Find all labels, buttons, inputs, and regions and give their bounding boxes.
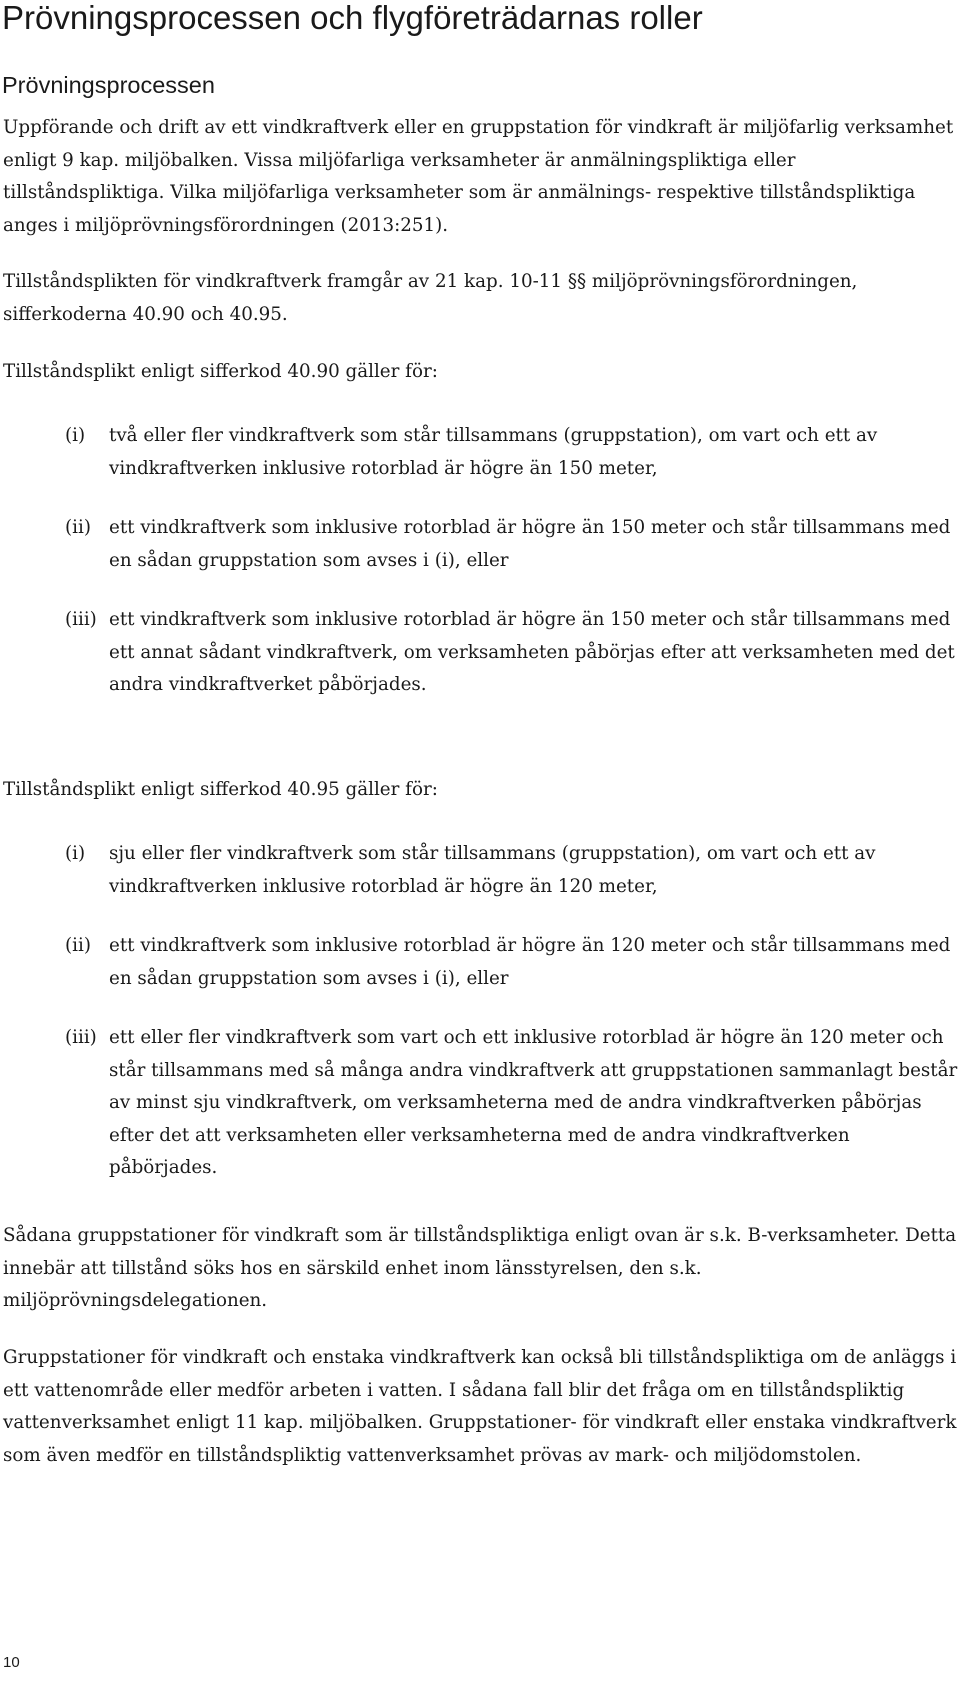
list-item-text: ett vindkraftverk som inklusive rotorblad är högre än 150 meter och står tillsammans med ett annat sådant vindkraftverk, om verksamheten påbörjas efter att verksamheten med det andra vindkraftverket påbörjades. (109, 609, 955, 695)
list-marker: (ii) (65, 935, 91, 956)
list-marker: (ii) (65, 517, 91, 538)
page-title: Prövningsprocessen och flygföreträdarnas roller (2, 0, 703, 36)
b-activities-paragraph: Sådana gruppstationer för vindkraft som är tillståndspliktiga enligt ovan är s.k. B-verksamheter. Detta innebär att tillstånd söks hos en särskild enhet inom länsstyrelsen, den s.k. miljöprövningsdelegationen. (3, 1225, 957, 1311)
list-item (65, 930, 958, 995)
list-item-text: ett vindkraftverk som inklusive rotorblad är högre än 120 meter och står tillsammans med en sådan gruppstation som avses i (i), eller (109, 935, 951, 989)
list-marker: (i) (65, 425, 86, 446)
permit-duty-paragraph: Tillståndsplikten för vindkraftverk framgår av 21 kap. 10-11 §§ miljöprövningsförordningen, sifferkoderna 40.90 och 40.95. (3, 271, 858, 325)
list-marker: (iii) (65, 1027, 97, 1048)
code-4095-heading: Tillståndsplikt enligt sifferkod 40.95 gäller för: (3, 779, 438, 800)
code-4090-list (65, 420, 958, 729)
list-item (65, 838, 958, 903)
code-4095-list (65, 838, 958, 1212)
list-item-text: två eller fler vindkraftverk som står tillsammans (gruppstation), om vart och ett av vindkraftverken inklusive rotorblad är högre än 150 meter, (109, 425, 878, 479)
list-item-text: ett eller fler vindkraftverk som vart och ett inklusive rotorblad är högre än 120 meter och står tillsammans med så många andra vindkraftverk att gruppstationen sammanlagt består av minst sju vindkraftverk, om verksamheterna med de andra vindkraftverken påbörjas efter det att verksamheten eller verksamheterna med de andra vindkraftverken påbörjades. (109, 1027, 958, 1178)
list-item (65, 1022, 958, 1185)
list-marker: (i) (65, 843, 86, 864)
section-heading: Prövningsprocessen (2, 72, 215, 98)
page-number: 10 (3, 1654, 20, 1671)
water-operations-paragraph: Gruppstationer för vindkraft och enstaka vindkraftverk kan också bli tillståndspliktiga om de anläggs i ett vattenområde eller medför arbeten i vatten. I sådana fall blir det fråga om en tillståndspliktig vattenverksamhet enligt 11 kap. miljöbalken. Gruppstationer- för vindkraft eller enstaka vindkraftverk som även medför en tillståndspliktig vattenverksamhet prövas av mark- och miljödomstolen. (3, 1347, 957, 1466)
list-item (65, 420, 958, 485)
intro-paragraph: Uppförande och drift av ett vindkraftverk eller en gruppstation för vindkraft är miljöfarlig verksamhet enligt 9 kap. miljöbalken. Vissa miljöfarliga verksamheter är anmälningspliktiga eller tillståndspliktiga. Vilka miljöfarliga verksamheter som är anmälnings- respektive tillståndspliktiga anges i miljöprövningsförordningen (2013:251). (3, 117, 954, 236)
list-item (65, 512, 958, 577)
list-item-text: ett vindkraftverk som inklusive rotorblad är högre än 150 meter och står tillsammans med en sådan gruppstation som avses i (i), eller (109, 517, 951, 571)
list-marker: (iii) (65, 609, 97, 630)
code-4090-heading: Tillståndsplikt enligt sifferkod 40.90 gäller för: (3, 361, 438, 382)
list-item (65, 604, 958, 702)
list-item-text: sju eller fler vindkraftverk som står tillsammans (gruppstation), om vart och ett av vindkraftverken inklusive rotorblad är högre än 120 meter, (109, 843, 876, 897)
